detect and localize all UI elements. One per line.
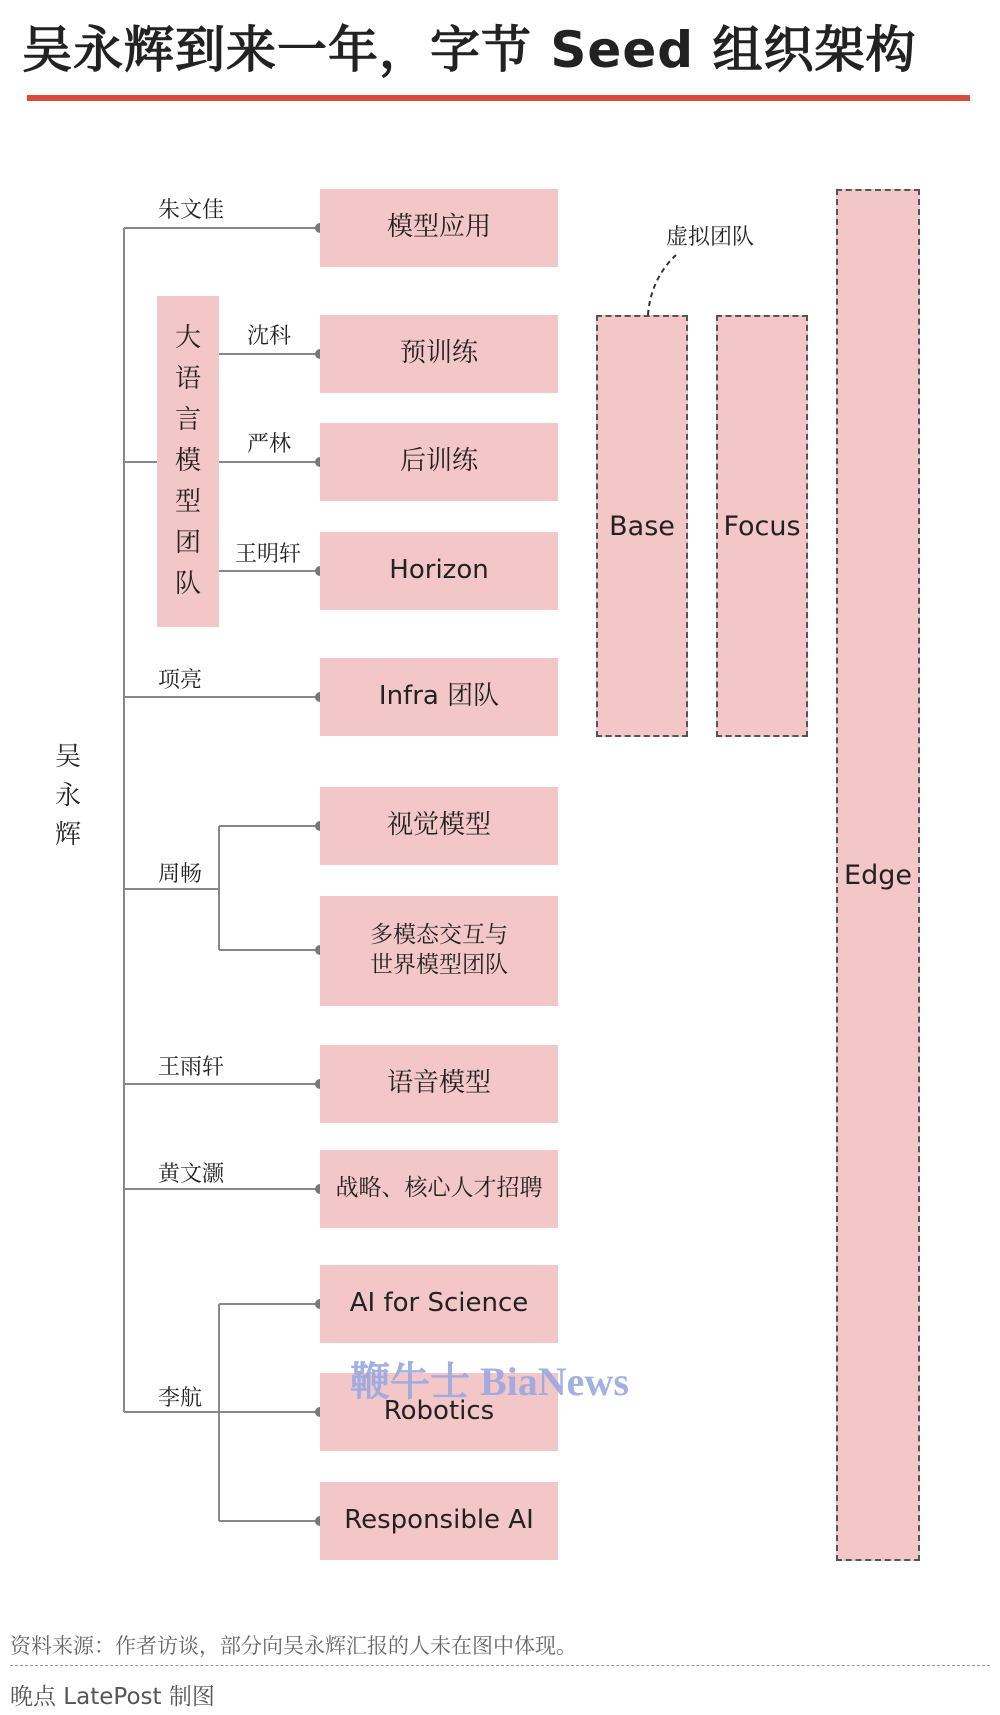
team-box-strategy: 战略、核心人才招聘 (320, 1150, 558, 1228)
team-box-vision: 视觉模型 (320, 787, 558, 865)
llm-team-box: 大 语 言 模 型 团 队 (157, 296, 219, 627)
watermark-bianews: 鞭牛士 BiaNews (350, 1359, 629, 1404)
team-box-horizon: Horizon (320, 532, 558, 610)
manager-label: 严林 (247, 432, 292, 457)
virtual-team-label: 虚拟团队 (666, 225, 755, 250)
manager-label: 黄文灏 (158, 1162, 225, 1187)
manager-label: 朱文佳 (158, 198, 225, 223)
team-box-ai-science: AI for Science (320, 1265, 558, 1343)
manager-label: 王明轩 (235, 542, 302, 567)
footer-divider (10, 1665, 990, 1666)
virtual-team-edge: Edge (836, 189, 920, 1561)
root-leader: 吴 永 辉 (55, 742, 82, 850)
team-box-responsible-ai: Responsible AI (320, 1482, 558, 1560)
team-box-model-app: 模型应用 (320, 189, 558, 267)
team-box-multimodal: 多模态交互与 世界模型团队 (320, 896, 558, 1006)
team-box-speech: 语音模型 (320, 1045, 558, 1123)
manager-label: 王雨轩 (158, 1055, 225, 1080)
manager-label: 项亮 (158, 668, 203, 693)
team-box-robotics: Robotics (320, 1373, 558, 1451)
manager-label: 沈科 (247, 324, 292, 349)
manager-label: 周畅 (158, 862, 203, 887)
team-box-posttrain: 后训练 (320, 423, 558, 501)
footer-credit: 晚点 LatePost 制图 (10, 1684, 215, 1710)
footer-source: 资料来源：作者访谈，部分向吴永辉汇报的人未在图中体现。 (10, 1634, 577, 1658)
manager-label: 李航 (158, 1386, 203, 1411)
team-box-pretrain: 预训练 (320, 315, 558, 393)
page-title: 吴永辉到来一年，字节 Seed 组织架构 (22, 21, 917, 79)
virtual-team-focus: Focus (716, 315, 808, 737)
virtual-team-base: Base (596, 315, 688, 737)
team-box-infra: Infra 团队 (320, 658, 558, 736)
